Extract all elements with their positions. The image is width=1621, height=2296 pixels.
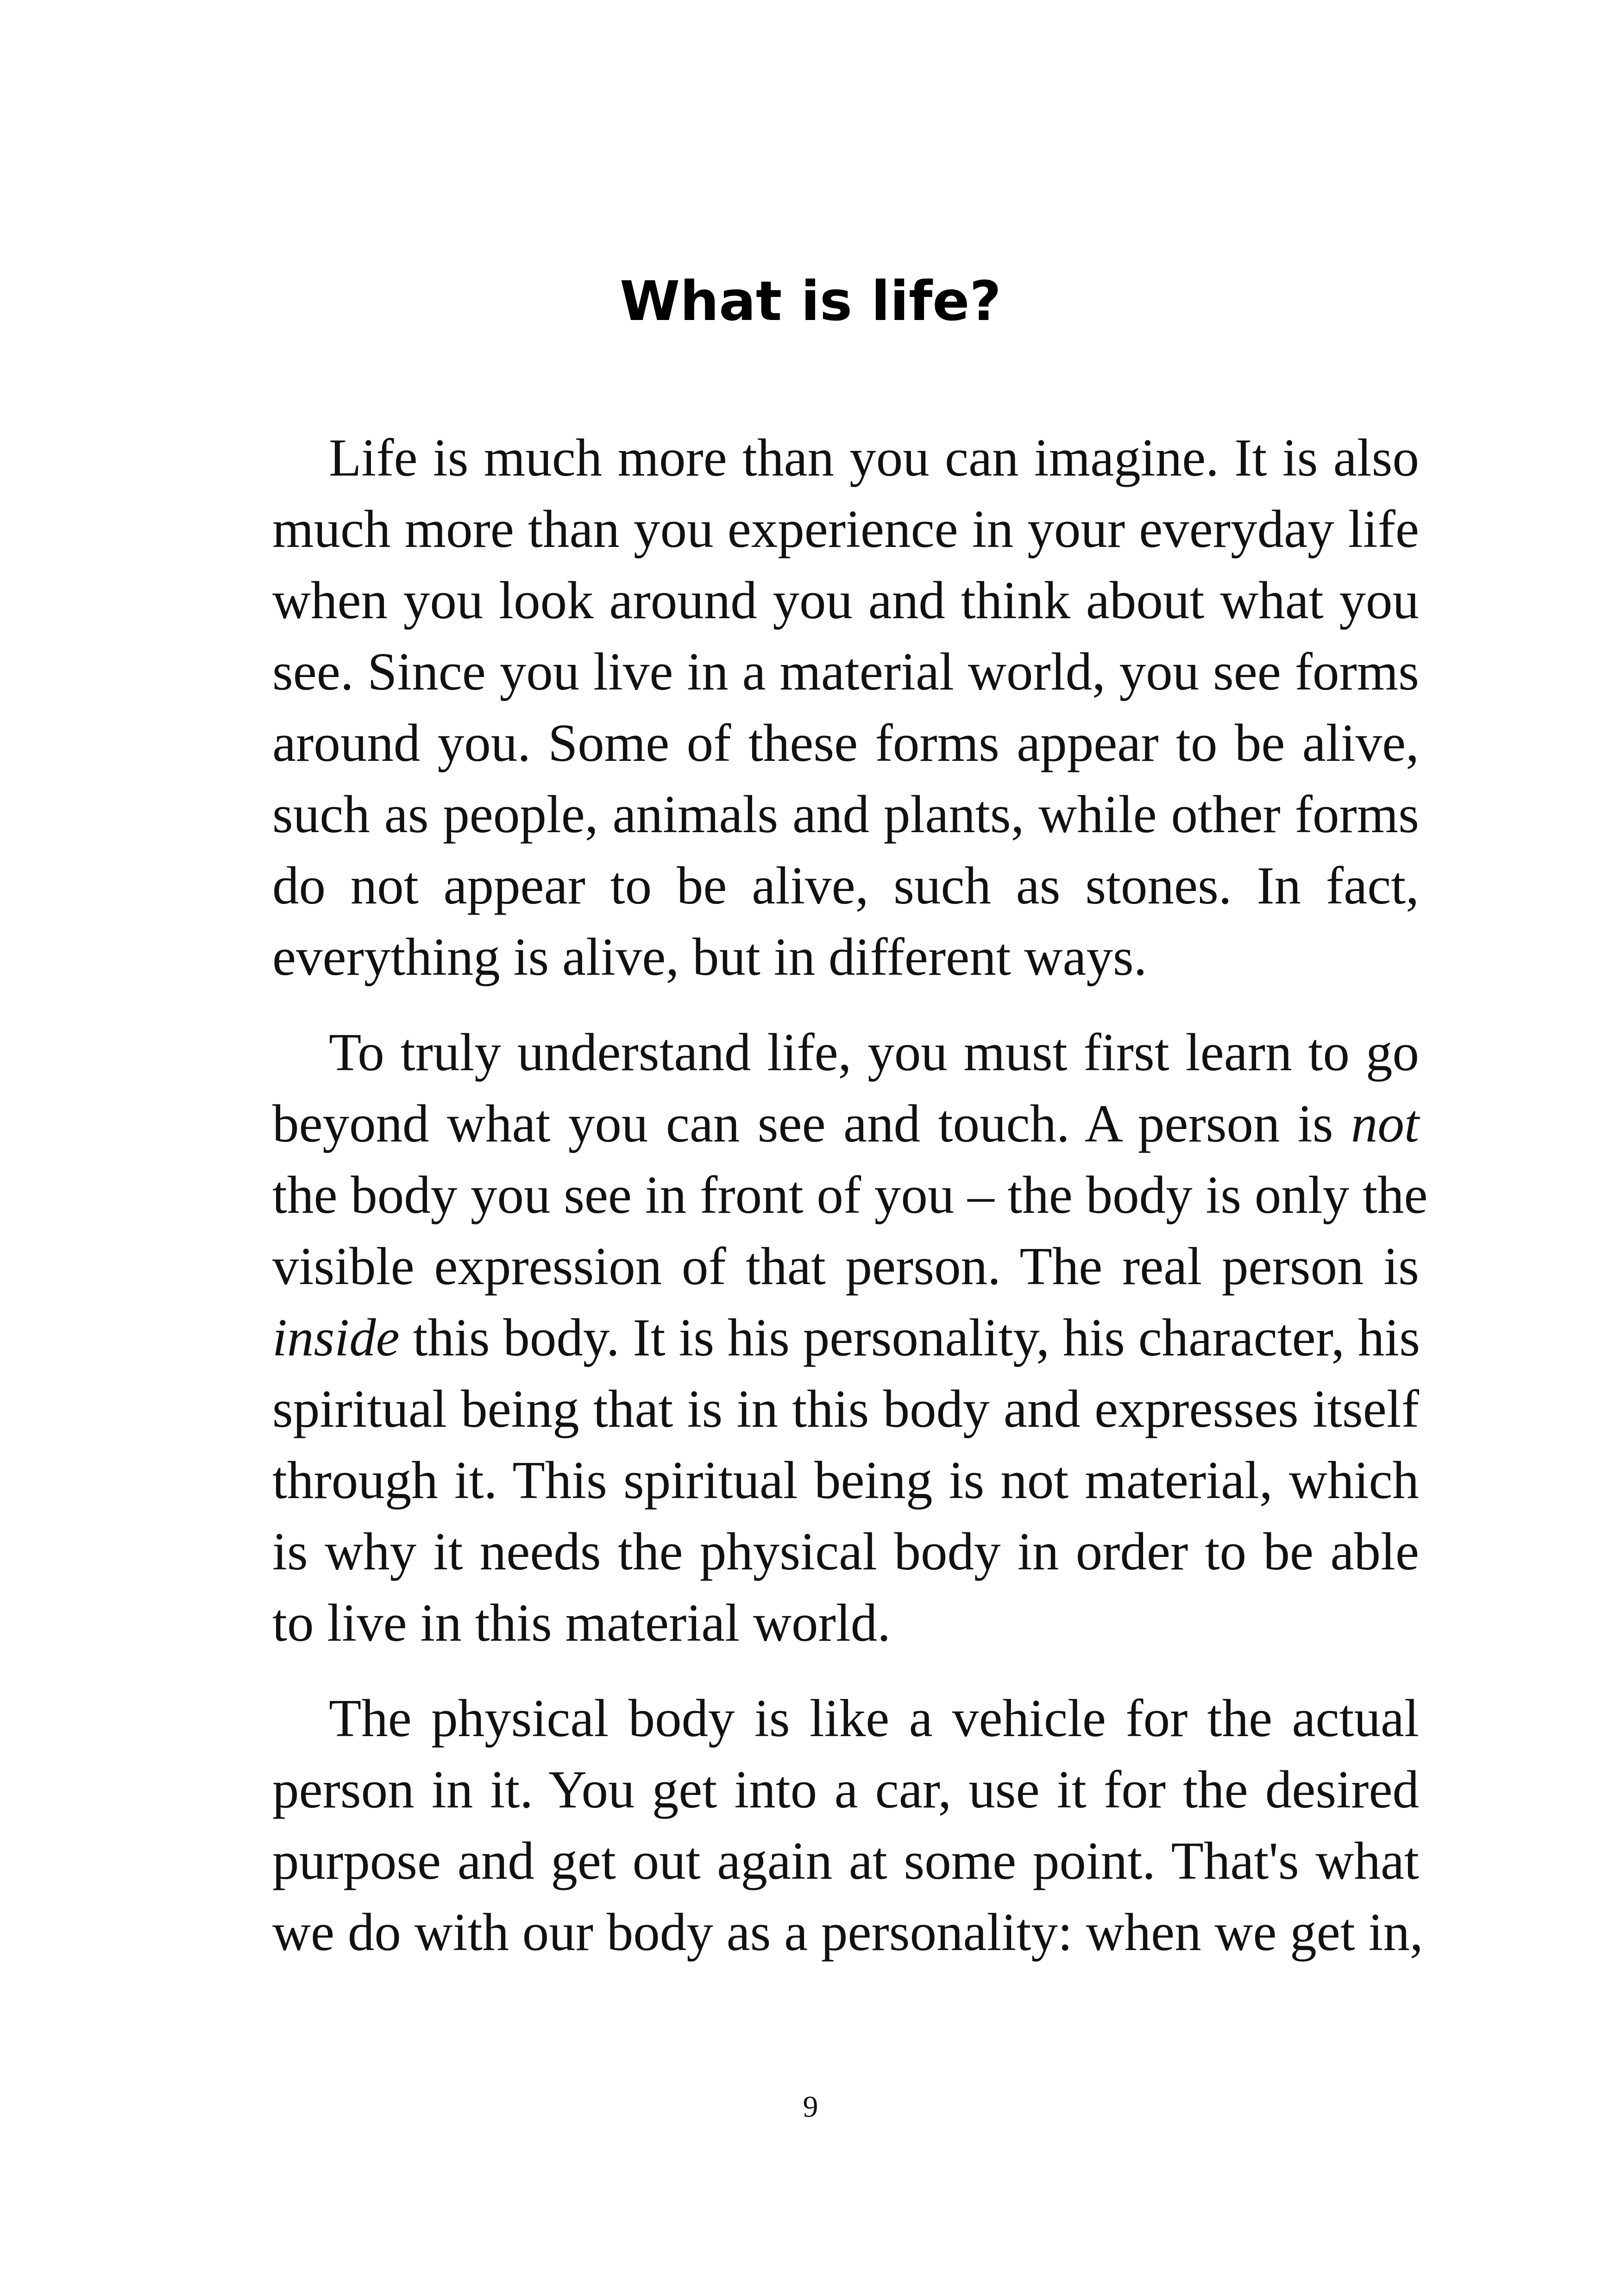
text-line: the body you see in front of you – the body is only the xyxy=(272,1166,1428,1224)
text-line: beyond what you can see and touch. A person is not xyxy=(272,1094,1419,1153)
text-line: spiritual being that is in this body and expresses itself xyxy=(272,1380,1419,1438)
emphasis: inside xyxy=(272,1308,400,1367)
text-line: purpose and get out again at some point. That's what xyxy=(272,1832,1419,1890)
chapter-title: What is life? xyxy=(620,269,1001,333)
text-line: to live in this material world. xyxy=(272,1593,891,1652)
body-text xyxy=(272,422,1428,1992)
text-line: see. Since you live in a material world, you see forms xyxy=(272,642,1419,701)
text-line: much more than you experience in your everyday life xyxy=(272,500,1419,558)
text-line: we do with our body as a personality: when we get in, xyxy=(272,1903,1423,1962)
page-number: 9 xyxy=(803,2090,818,2124)
paragraph xyxy=(272,422,1419,993)
text-line: visible expression of that person. The real person is xyxy=(272,1237,1419,1296)
text-line: inside this body. It is his personality, his character, his xyxy=(272,1308,1420,1367)
text-line: through it. This spiritual being is not material, which xyxy=(272,1451,1419,1510)
text-line: person in it. You get into a car, use it for the desired xyxy=(272,1760,1419,1819)
text-line: To truly understand life, you must first learn to go xyxy=(329,1023,1419,1082)
text-line: is why it needs the physical body in order to be able xyxy=(272,1522,1419,1581)
text-line: everything is alive, but in different ways. xyxy=(272,928,1147,986)
text-line: when you look around you and think about what you xyxy=(272,571,1419,630)
text-line: The physical body is like a vehicle for the actual xyxy=(329,1689,1419,1748)
paragraph xyxy=(272,1017,1428,1659)
text-line: such as people, animals and plants, while other forms xyxy=(272,785,1419,844)
emphasis: not xyxy=(1351,1094,1419,1153)
text-line: around you. Some of these forms appear to be alive, xyxy=(272,714,1419,772)
text-line: do not appear to be alive, such as stones. In fact, xyxy=(272,856,1419,915)
text-line: Life is much more than you can imagine. It is also xyxy=(329,428,1419,487)
paragraph xyxy=(272,1683,1423,1968)
